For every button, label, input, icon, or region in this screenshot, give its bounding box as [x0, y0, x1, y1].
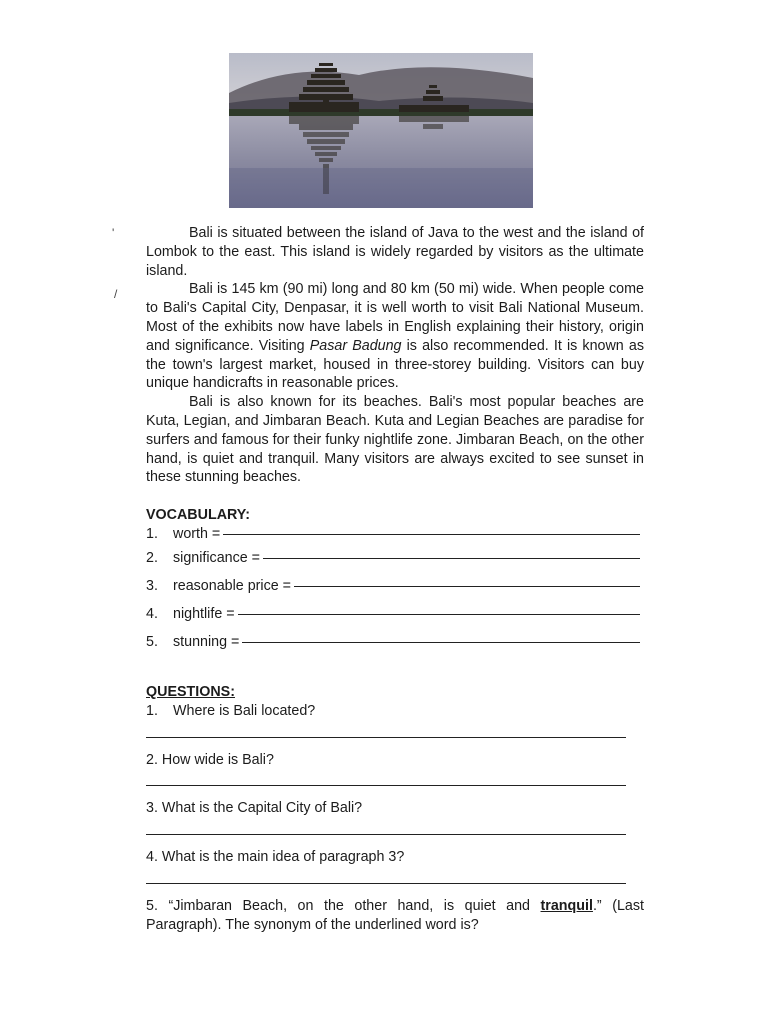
question-2: 2. How wide is Bali? [146, 751, 274, 768]
vocabulary-word: stunning = [173, 633, 240, 650]
vocabulary-number: 5. [146, 633, 158, 650]
question-5-text: 5. “Jimbaran Beach, on the other hand, is quiet and [146, 897, 541, 914]
paragraph-2-text: Bali is 145 km (90 mi) long and 80 km (50 mi) wide. When people come to Bali's Capital City, Denpasar, it is well worth to visit Bali National Museum. Most of the exhibits now have labels in English explaining their history, origin and significance. Visiting [146, 281, 644, 354]
vocabulary-number: 3. [146, 577, 158, 594]
answer-blank[interactable] [223, 534, 640, 535]
passage-paragraph-2 [146, 280, 644, 393]
answer-line-4[interactable] [146, 883, 626, 884]
margin-mark: ' [112, 226, 115, 240]
vocabulary-word: nightlife = [173, 605, 235, 622]
answer-line-2[interactable] [146, 785, 626, 786]
question-1-text: Where is Bali located? [173, 702, 316, 719]
vocabulary-item [146, 605, 644, 633]
answer-blank[interactable] [263, 558, 640, 559]
answer-blank[interactable] [242, 642, 640, 643]
answer-line-3[interactable] [146, 834, 626, 835]
worksheet-content [146, 224, 644, 935]
vocabulary-item [146, 577, 644, 605]
vocabulary-number: 1. [146, 525, 158, 542]
margin-mark: / [114, 287, 118, 301]
vocabulary-number: 4. [146, 605, 158, 622]
answer-blank[interactable] [238, 614, 640, 615]
passage-paragraph-1: Bali is situated between the island of Java to the west and the island of Lombok to the east. This island is widely regarded by visitors as the ultimate island. [146, 225, 644, 279]
vocabulary-word: significance = [173, 549, 261, 566]
passage-paragraph-3: Bali is also known for its beaches. Bali's most popular beaches are Kuta, Legian, and Jimbaran Beach. Kuta and Legian Beaches are paradise for surfers and famous for their funky nightlife zone. Jimbaran Beach, on the other hand, is quiet and tranquil. Many visitors are always excited to see sunset in these stunning beaches. [146, 394, 644, 486]
vocabulary-item [146, 633, 644, 661]
answer-blank[interactable] [294, 586, 640, 587]
question-1-number: 1. [146, 702, 158, 719]
paragraph-2-text-continued: is also recommended. It is known as the town's largest market, housed in three-storey building. Visitors can buy unique handicrafts in reasonable prices. [146, 337, 644, 392]
question-5 [146, 897, 644, 935]
underlined-word: tranquil [540, 897, 593, 914]
question-4: 4. What is the main idea of paragraph 3? [146, 849, 405, 866]
question-3: 3. What is the Capital City of Bali? [146, 800, 363, 817]
vocabulary-item [146, 549, 644, 577]
question-1 [146, 702, 644, 721]
questions-title: QUESTIONS: [146, 683, 235, 700]
vocabulary-item [146, 525, 644, 549]
vocabulary-word: worth = [173, 525, 221, 542]
answer-line-1[interactable] [146, 737, 626, 738]
paragraph-2-italic-name: Pasar Badung [309, 337, 402, 354]
bali-temple-photo [229, 53, 533, 208]
vocabulary-list [146, 525, 644, 661]
vocabulary-title: VOCABULARY: [146, 507, 251, 524]
vocabulary-word: reasonable price = [173, 577, 292, 594]
vocabulary-number: 2. [146, 549, 158, 566]
question-5-text-continued: .” (Last Paragraph). The synonym of the underlined word is? [146, 897, 644, 933]
